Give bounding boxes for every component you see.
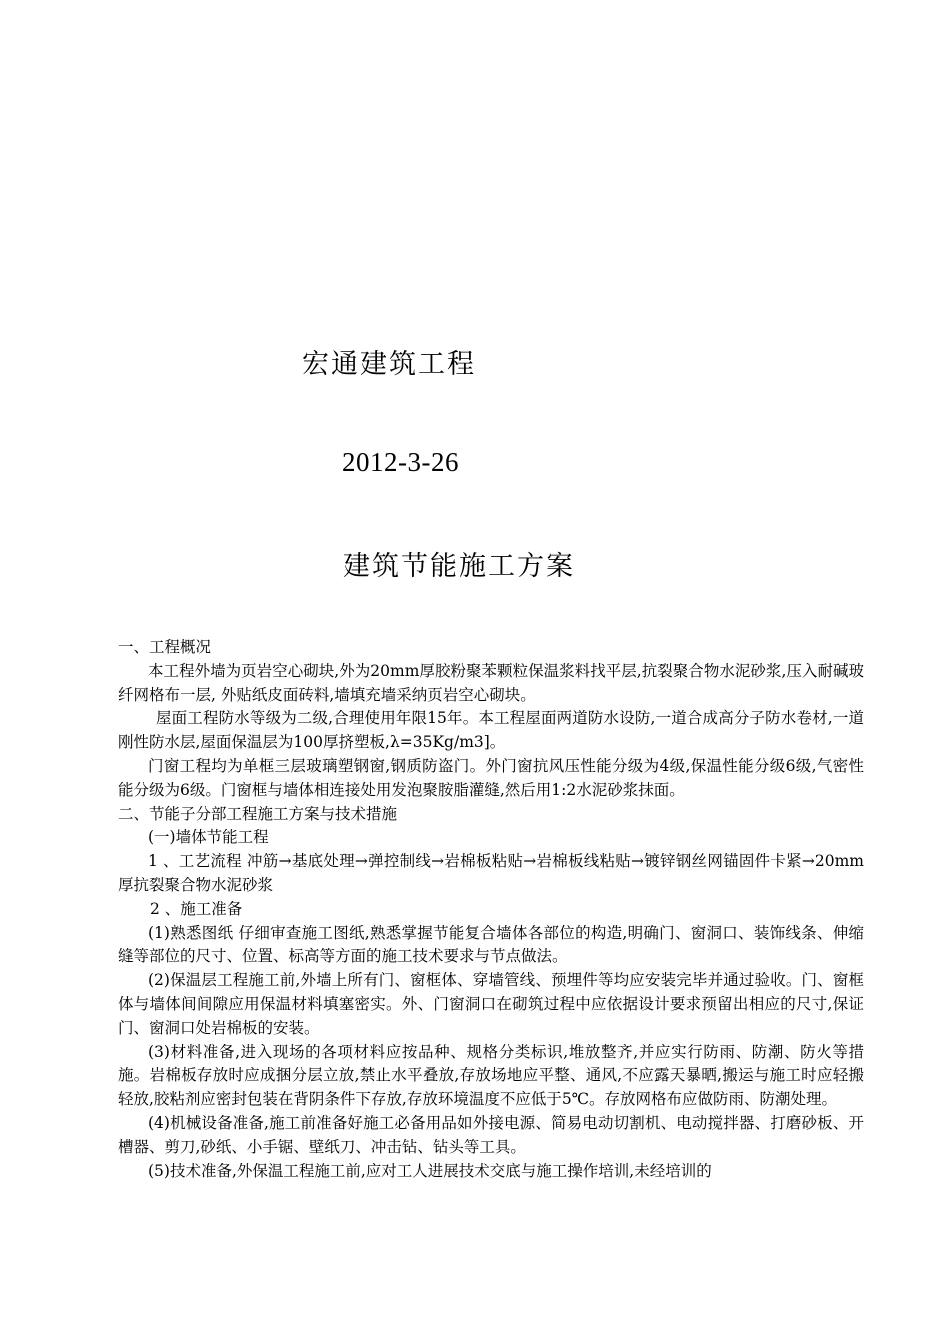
document-title: 建筑节能施工方案	[343, 551, 575, 582]
paragraph-technical: (5)技术准备,外保温工程施工前,应对工人进展技术交底与施工操作培训,未经培训的	[148, 1161, 712, 1180]
list-item-process-flow: 1 、工艺流程 冲筋→基底处理→弹控制线→岩棉板粘贴→岩棉板线粘贴→镀锌钢丝网锚固件卡紧→20mm厚抗裂聚合物水泥砂浆	[118, 852, 864, 894]
section-heading-construction-plan: 二、节能子分部工程施工方案与技术措施	[118, 804, 398, 823]
document-body	[118, 636, 864, 1183]
paragraph-roof: 屋面工程防水等级为二级,合理使用年限15年。本工程屋面两道防水设防,一道合成高分子防水卷材,一道刚性防水层,屋面保温层为100厚挤塑板,λ=35Kg/m3]。	[118, 709, 864, 752]
paragraph-drawings: (1)熟悉图纸 仔细审查施工图纸,熟悉掌握节能复合墙体各部位的构造,明确门、窗洞口、装饰线条、伸缩缝等部位的尺寸、位置、标高等方面的施工技术要求与节点做法。	[118, 923, 864, 966]
document-date: 2012-3-26	[342, 447, 459, 477]
paragraph-wall: 本工程外墙为页岩空心砌块,外为20mm厚胶粉聚苯颗粒保温浆料找平层,抗裂聚合物水泥砂浆,压入耐碱玻纤网格布一层, 外贴纸皮面砖料,墙填充墙采纳页岩空心砌块。	[118, 661, 864, 704]
paragraph-windows: 门窗工程均为单框三层玻璃塑钢窗,钢质防盗门。外门窗抗风压性能分级为4级,保温性能分级6级,气密性能分级为6级。门窗框与墙体相连接处用发泡聚胺脂灌缝,然后用1:2水泥砂浆抹面。	[118, 756, 864, 799]
paragraph-insulation-layer: (2)保温层工程施工前,外墙上所有门、窗框体、穿墙管线、预埋件等均应安装完毕并通过验收。门、窗框体与墙体间间隙应用保温材料填塞密实。外、门窗洞口在砌筑过程中应依据设计要求预留出相应的尺寸,保证门、窗洞口处岩棉板的安装。	[118, 971, 864, 1037]
company-name: 宏通建筑工程	[302, 349, 476, 380]
list-item-preparation: 2 、施工准备	[150, 899, 243, 918]
paragraph-equipment: (4)机械设备准备,施工前准备好施工必备用品如外接电源、简易电动切割机、电动搅拌器、打磨砂板、开槽器、剪刀,砂纸、小手锯、壁纸刀、冲击钻、钻头等工具。	[118, 1113, 864, 1156]
subsection-heading-wall-energy: (一)墙体节能工程	[148, 828, 269, 847]
section-heading-overview: 一、工程概况	[118, 638, 212, 656]
paragraph-materials: (3)材料准备,进入现场的各项材料应按品种、规格分类标识,堆放整齐,并应实行防雨、防潮、防火等措施。岩棉板存放时应成捆分层立放,禁止水平叠放,存放场地应平整、通风,不应露天暴晒,搬运与施工时应轻搬轻放,胶粘剂应密封包装在背阴条件下存放,存放环境温度不应低于5℃。存放网格布应做防雨、防潮处理。	[118, 1042, 864, 1109]
